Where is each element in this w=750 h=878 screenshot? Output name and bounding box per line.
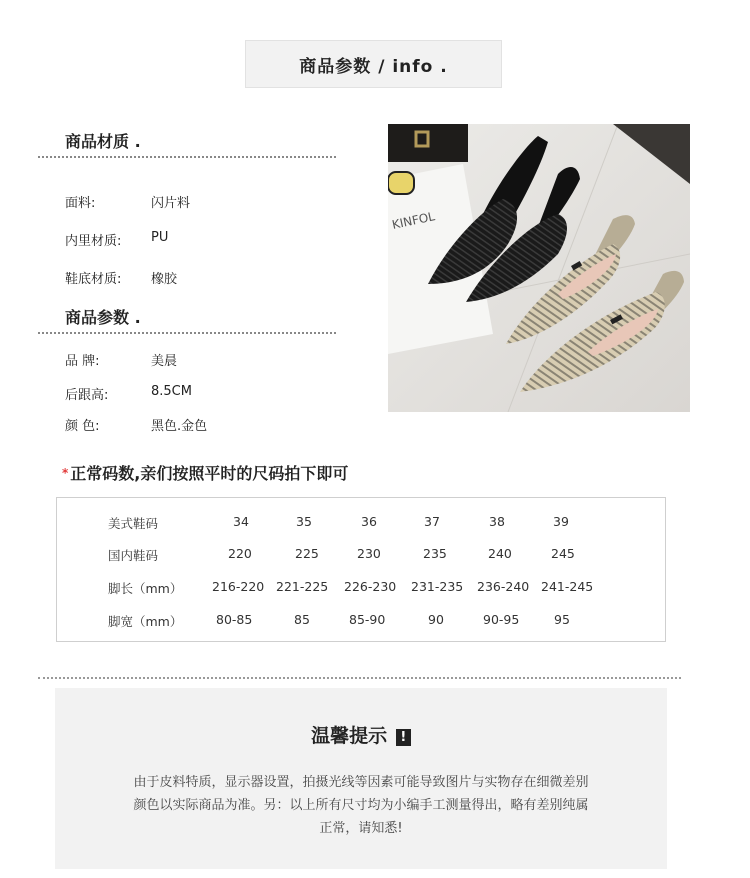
table-row-label: 国内鞋码 bbox=[108, 548, 159, 563]
section-divider bbox=[38, 677, 681, 679]
table-row-label: 脚长（mm） bbox=[108, 581, 183, 596]
color-value: 黑色.金色 bbox=[151, 419, 208, 434]
info-header bbox=[245, 40, 502, 88]
tips-title-text: 温馨提示 bbox=[311, 725, 388, 747]
material-section-title: 商品材质 . bbox=[65, 132, 141, 151]
table-cell: 241-245 bbox=[541, 579, 594, 594]
table-cell: 231-235 bbox=[411, 579, 464, 594]
brand-value: 美晨 bbox=[151, 354, 178, 369]
table-cell: 95 bbox=[554, 612, 570, 627]
table-cell: 245 bbox=[551, 546, 575, 561]
tips-line: 正常，请知悉! bbox=[319, 821, 403, 836]
tips-box bbox=[55, 688, 667, 869]
table-cell: 35 bbox=[296, 514, 312, 529]
table-cell: 80-85 bbox=[216, 612, 253, 627]
magazine-text: KINFOL bbox=[390, 209, 437, 232]
table-cell: 216-220 bbox=[212, 579, 265, 594]
table-cell: 225 bbox=[295, 546, 319, 561]
sole-label: 鞋底材质: bbox=[65, 272, 122, 287]
table-cell: 39 bbox=[553, 514, 569, 529]
table-cell: 36 bbox=[361, 514, 377, 529]
table-cell: 85-90 bbox=[349, 612, 386, 627]
heel-height-value: 8.5CM bbox=[151, 384, 192, 399]
size-note-text: 正常码数,亲们按照平时的尺码拍下即可 bbox=[70, 464, 349, 483]
info-header-title: 商品参数 / info . bbox=[299, 56, 448, 77]
product-photo bbox=[388, 124, 690, 412]
tips-line: 颜色以实际商品为准。另：以上所有尺寸均为小编手工测量得出，略有差别纯属 bbox=[133, 798, 589, 813]
table-cell: 38 bbox=[489, 514, 505, 529]
table-cell: 235 bbox=[423, 546, 447, 561]
params-divider bbox=[38, 332, 336, 334]
table-cell: 85 bbox=[294, 612, 310, 627]
table-cell: 236-240 bbox=[477, 579, 530, 594]
params-section-title: 商品参数 . bbox=[65, 308, 141, 327]
table-row-label: 美式鞋码 bbox=[108, 516, 159, 531]
table-cell: 34 bbox=[233, 514, 249, 529]
lining-value: PU bbox=[151, 230, 169, 245]
table-cell: 220 bbox=[228, 546, 252, 561]
fabric-value: 闪片料 bbox=[151, 196, 191, 211]
table-cell: 226-230 bbox=[344, 579, 397, 594]
material-divider bbox=[38, 156, 336, 158]
table-cell: 90 bbox=[428, 612, 444, 627]
table-row-label: 脚宽（mm） bbox=[108, 614, 183, 629]
table-cell: 240 bbox=[488, 546, 512, 561]
table-cell: 230 bbox=[357, 546, 381, 561]
heel-height-label: 后跟高: bbox=[65, 388, 109, 403]
size-note bbox=[62, 461, 348, 484]
required-star: * bbox=[62, 466, 69, 480]
table-cell: 221-225 bbox=[276, 579, 329, 594]
exclamation-icon: ! bbox=[396, 729, 411, 746]
lining-label: 内里材质: bbox=[65, 234, 122, 249]
tips-title bbox=[55, 721, 667, 748]
table-cell: 90-95 bbox=[483, 612, 520, 627]
tips-line: 由于皮料特质，显示器设置，拍摄光线等因素可能导致图片与实物存在细微差别 bbox=[133, 775, 589, 790]
table-cell: 37 bbox=[424, 514, 440, 529]
fabric-label: 面料: bbox=[65, 196, 96, 211]
brand-label: 品 牌: bbox=[65, 354, 100, 369]
size-table bbox=[56, 497, 666, 642]
sole-value: 橡胶 bbox=[151, 272, 178, 287]
color-label: 颜 色: bbox=[65, 419, 100, 434]
shoes-illustration bbox=[388, 124, 690, 412]
